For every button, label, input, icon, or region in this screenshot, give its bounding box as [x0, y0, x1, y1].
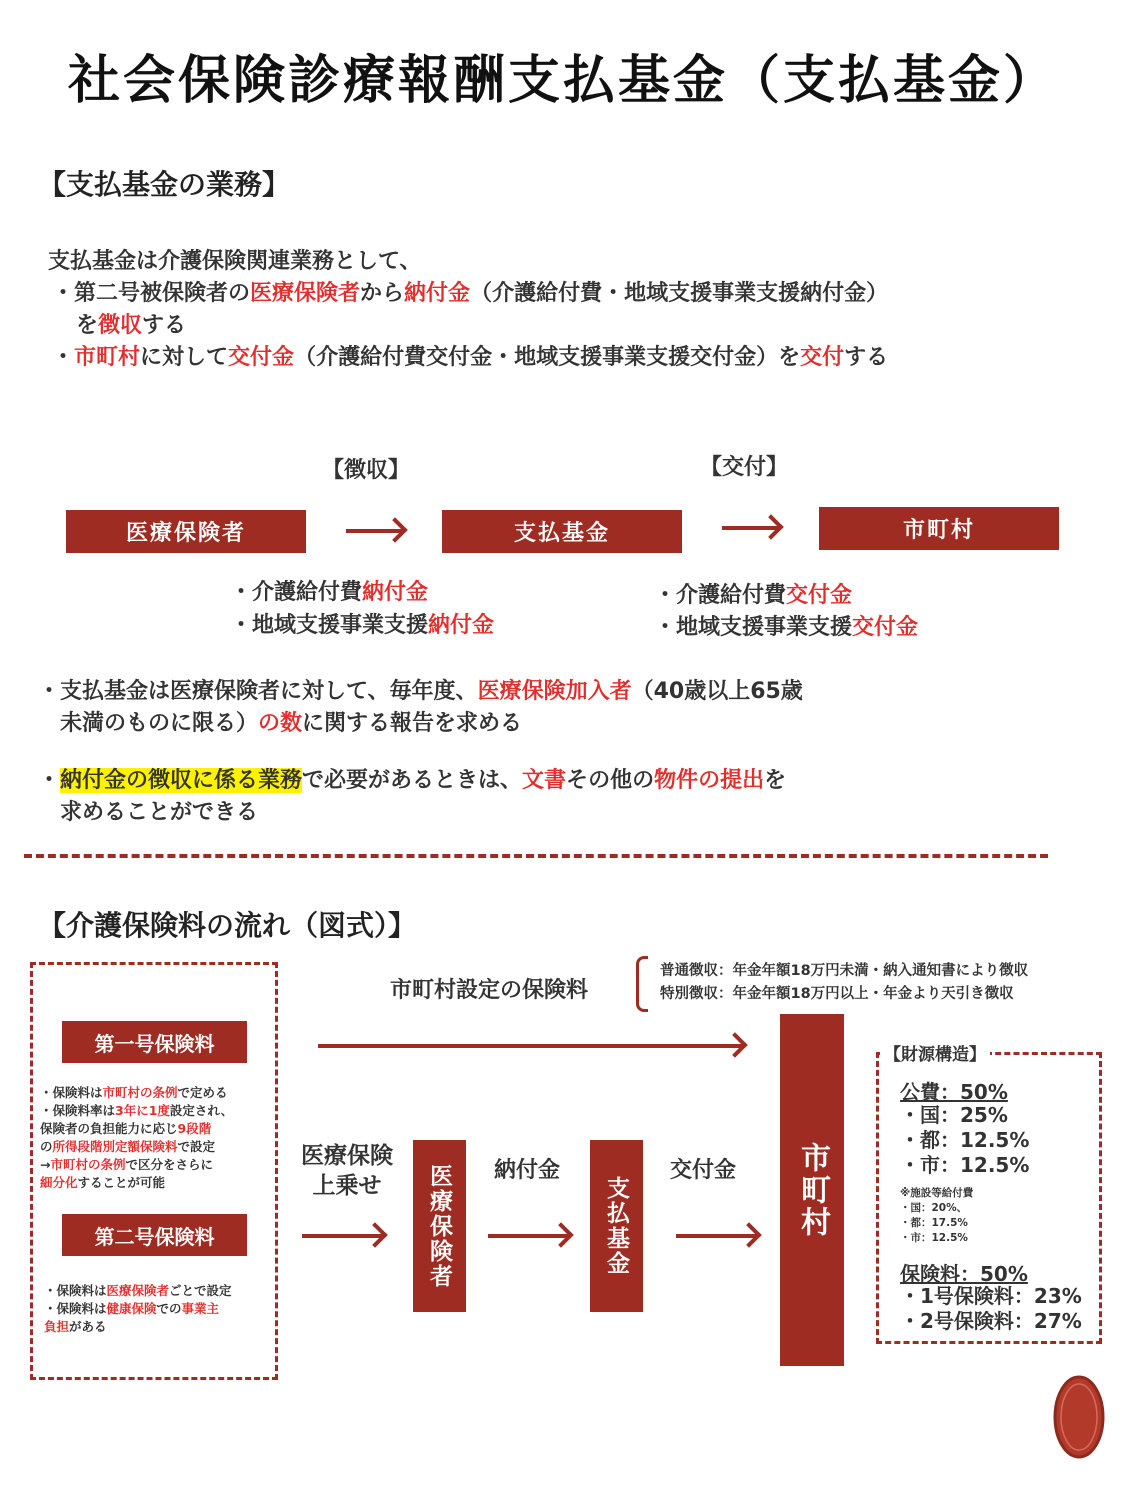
ordinary-collection: 普通徴収：年金年額18万円未満・納入通知書により徴収: [660, 963, 1029, 979]
insurer-vertical-box: 医療保険者: [413, 1140, 466, 1312]
arrow-right-icon: [676, 1234, 756, 1238]
second-premium-notes: ・保険料は医療保険者ごとで設定 ・保険料は健康保険での事業主 負担がある: [44, 1283, 232, 1334]
medical-insurance-surcharge: 医療保険 上乗せ: [301, 1143, 393, 1199]
collect-label: 【徴収】: [322, 458, 411, 483]
fund-box: 支払基金: [442, 510, 682, 553]
section-divider: [24, 854, 1048, 858]
arrow-right-icon: [722, 526, 778, 530]
arrow-right-icon: [346, 529, 402, 533]
special-collection: 特別徴収：年金年額18万円以上・年金より天引き徴収: [660, 986, 1014, 1002]
first-premium-notes: ・保険料は市町村の条例で定める ・保険料率は3年に1度設定され、 保険者の負担能力に応じ9段階 の所得段階別定額保険料で設定 →市町村の条例で区分をさらに 細分化することが可能: [40, 1085, 234, 1190]
city-set-premium-label: 市町村設定の保険料: [390, 978, 589, 1003]
premium-funds: 保険料：50%: [900, 1262, 1028, 1286]
second-premium-box: 第二号保険料: [62, 1214, 247, 1256]
note2-line1: ・納付金の徴収に係る業務で必要があるときは、文書その他の物件の提出を: [38, 768, 787, 793]
business-line-3: ・市町村に対して交付金（介護給付費交付金・地域支援事業支援交付金）を交付する: [52, 345, 889, 370]
insurer-box: 医療保険者: [66, 510, 306, 553]
business-line-1: ・第二号被保険者の医療保険者から納付金（介護給付費・地域支援事業支援納付金）: [52, 281, 889, 306]
city-vertical-box: 市町村: [780, 1014, 844, 1366]
fund-vertical-box: 支払基金: [590, 1140, 643, 1312]
page-title: 社会保険診療報酬支払基金（支払基金）: [67, 51, 1058, 111]
premium-items: ・1号保険料：23% ・2号保険料：27%: [900, 1284, 1082, 1333]
flow2-heading: 【介護保険料の流れ（図式）】: [38, 909, 417, 942]
funding-heading: 【財源構造】: [880, 1040, 990, 1065]
grant-amount-label: 交付金: [670, 1158, 737, 1183]
grant-label: 【交付】: [700, 455, 789, 480]
note1-line1: ・支払基金は医療保険者に対して、毎年度、医療保険加入者（40歳以上65歳: [38, 679, 803, 704]
bracket-icon: [636, 956, 648, 1012]
business-line-2: を徴収する: [76, 313, 187, 338]
facility-note: ※施設等給付費 ・国：20%、 ・都：17.5% ・市：12.5%: [900, 1187, 974, 1244]
note2-line2: 求めることができる: [60, 800, 259, 825]
city-box: 市町村: [819, 507, 1059, 550]
business-heading: 【支払基金の業務】: [38, 168, 291, 201]
arrow-right-icon: [488, 1234, 568, 1238]
arrow-right-icon: [302, 1234, 382, 1238]
right-item-1: ・介護給付費交付金: [654, 583, 853, 608]
public-items: ・国：25% ・都：12.5% ・市：12.5%: [900, 1103, 1030, 1177]
payment-label: 納付金: [494, 1158, 561, 1183]
right-item-2: ・地域支援事業支援交付金: [654, 615, 919, 640]
left-item-2: ・地域支援事業支援納付金: [230, 613, 495, 638]
public-funds: 公費：50%: [900, 1080, 1008, 1104]
seal-icon: [1052, 1374, 1106, 1460]
business-intro: 支払基金は介護保険関連業務として、: [48, 249, 422, 274]
first-premium-box: 第一号保険料: [62, 1021, 247, 1063]
left-item-1: ・介護給付費納付金: [230, 580, 429, 605]
arrow-right-icon: [318, 1044, 742, 1048]
note1-line2: 未満のものに限る）の数に関する報告を求める: [60, 711, 523, 736]
